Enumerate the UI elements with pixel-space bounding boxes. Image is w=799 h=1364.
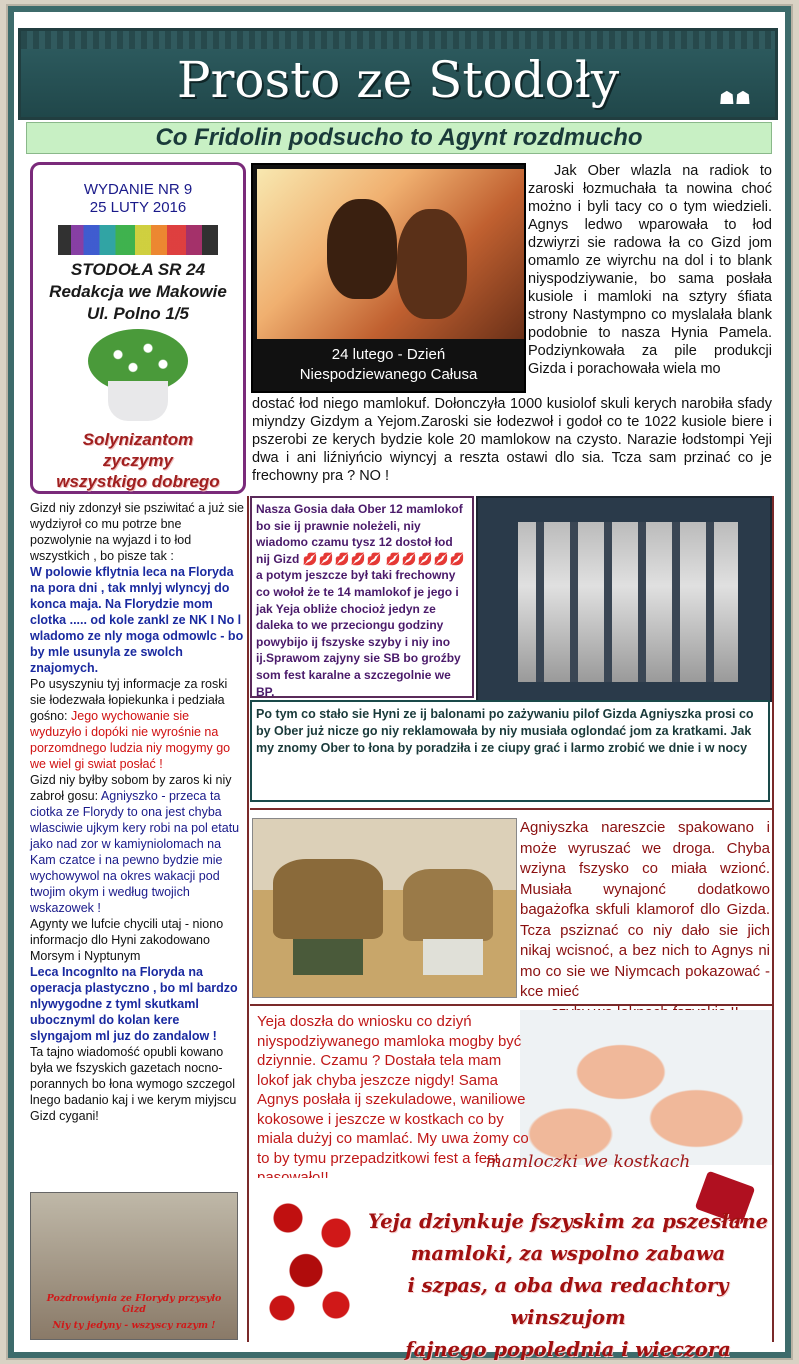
tagline: Co Fridolin podsucho to Agynt rozdmucho <box>26 122 772 154</box>
paragraph: Ta tajno wiadomość opubli kowano była we fszyskich gazetach nocno-porannych bo łona wymogo szczegol lnego badanio kaj i we kerym miyjscu Gizd cygani! <box>30 1045 237 1123</box>
edition-number: WYDANIE NR 9 <box>83 181 193 198</box>
thanks-section <box>252 1178 772 1361</box>
paragraph <box>30 772 244 916</box>
lips-image <box>520 1010 772 1165</box>
photo-caption: Pozdrowiynia ze Florydy przysyło Gizd <box>46 1293 222 1315</box>
masthead <box>18 28 778 120</box>
flower-pot <box>108 381 168 421</box>
gosia-article <box>250 496 474 698</box>
bar <box>672 522 680 682</box>
truck-load <box>403 869 493 941</box>
truck-cab <box>423 939 483 975</box>
article-text: a potym jeszcze był taki frechowny co wołoł że te 14 mamlokof je jego i jak Yeja obliże chocioż jedyn ze daleka to we przeciongu godziny powybijo ij fszyske szyby i niy ino ij.Sprawom zajyny sie SB bo groźby som fest karalne a szczegolnie we BP. <box>256 568 461 699</box>
kiss-caption <box>253 345 524 385</box>
roof-decoration <box>21 31 775 49</box>
prison-bars-image <box>476 496 772 702</box>
thanks-line: i szpas, a oba dwa redachtory winszujom <box>407 1274 729 1329</box>
edition-date: 25 LUTY 2016 <box>89 199 187 216</box>
truck-cab <box>293 939 363 975</box>
face-behind-bars <box>518 522 738 682</box>
person-silhouette <box>327 199 397 299</box>
lips-icon: 💋💋💋💋💋 <box>302 551 383 566</box>
paragraph <box>30 676 244 772</box>
couple-icon: ☗☗ <box>718 88 751 108</box>
wishes-line: zyczymy <box>103 451 173 470</box>
column-divider <box>772 496 774 1342</box>
photo-caption: Niy ty jedyny - wszyscy razym ! <box>52 1320 216 1331</box>
paragraph-quote: W polowie kflytnia leca na Floryda na pora dni , tak mnlyj wlyncyj do konca maja. Na Florydzie mom clotka ..... od kole zankl ze NK I No l wladomo ze nly moga odmowlc - bo by mle usunyla ze swolch znajomych. <box>30 565 244 675</box>
person-silhouette <box>397 209 467 319</box>
thanks-line: fajnego popolednia i wieczora <box>405 1338 731 1361</box>
newspaper-title: Prosto ze Stodoły <box>176 51 620 109</box>
address <box>33 259 243 325</box>
thanks-line: Yeja dziynkuje fszyskim za pszesłane <box>367 1210 769 1233</box>
paragraph-text: Po usyszyniu tyj informacje za roski sie łodezwała łopiekunka i pedziała gośno: <box>30 677 228 723</box>
section-divider <box>250 1004 772 1006</box>
bar <box>536 522 544 682</box>
bar <box>706 522 714 682</box>
column-divider <box>247 496 249 1342</box>
kiss-caption-line: 24 lutego - Dzień <box>331 346 446 363</box>
article-main-part1 <box>528 162 772 378</box>
kiss-image <box>251 163 526 393</box>
kiss-photo <box>257 169 524 339</box>
kiss-caption-line: Niespodziewanego Całusa <box>299 366 478 383</box>
left-column-article <box>30 500 244 1124</box>
packing-article <box>520 818 770 1023</box>
bar <box>604 522 612 682</box>
section-divider <box>250 808 772 810</box>
jail-article: Po tym co stało sie Hyni ze ij balonami po zażywaniu pilof Gizda Agniyszka prosi co by Ober już nicze go niy reklamowała by niy musiała oglondać jom za kratkami. Jak my znomy Ober to łona by poradziła i ze ciupy grać i larmo zrobić we dnie i w nocy <box>250 700 770 802</box>
bar <box>638 522 646 682</box>
yeja-article: Yeja doszła do wniosku co dziyń niyspodziywanego mamloka mogby być dziynnie. Czamu ? Dostała tela mam lokof jak chyba jeszcze nigdy! Sama Agnys posłała ij szekuladowe, waniliowe kokosowe i jeszcze w kostkach co by miala dużyj co mamlać. My uwa żomy co to by tymu przepadzitkowi fest a fest <box>257 1013 529 1167</box>
roses-image <box>252 1188 372 1338</box>
paragraph: Agynty we lufcie chycili utaj - niono informacjo dlo Hyni zakodowano Morsym i Nyptunym <box>30 917 224 963</box>
trucks-image <box>252 818 517 998</box>
paragraph-quote: Jego wychowanie sie wyduzyło i dopóki nie wyrośnie na porzomdnego ludzia niy mogymy go we wiel gi swiat posłać ! <box>30 709 231 771</box>
truck-load <box>273 859 383 939</box>
paragraph-quote: Leca Incognlto na Floryda na operacja plastyczno , bo ml bardzo nlywygodne z tyml skutkaml ubocznyml do kolan kere slyngajom ml juz do zandalow ! <box>30 965 238 1043</box>
wishes <box>33 429 243 492</box>
paragraph-quote: Agniyszko - przeca ta ciotka ze Florydy to ona jest chyba wlasciwie ujkym kery robi na pol etatu jako nad zor w kamiyniolomach na Kam czatce i na pewno bydzie mie wychowywol na okres wakacji pod twojim okym i według twojich wskazowek ! <box>30 789 240 915</box>
address-line: STODOŁA SR 24 <box>70 260 206 279</box>
article-main-part2: dostać łod niego mamlokuf. Dołonczyła 1000 kusiolof skuli kerych narobiła sfady miyndzy Gizdym a Yejom.Zaroski sie łodezwoł i godoł co te 1022 kusiole biere i pszerobi ze kerych bydzie kole 20 mamlokow na czysto. Narazie łodstompi Yeji dwa i ani liźniyńcio wiyncyj a reszta ostawi dlo sia. Tcza sam przinać co je frechowny pra ? NO ! <box>252 396 772 484</box>
article-text: Jak Ober wlazla na radiok to zaroski łozmuchała ta nowina choć możno i byli tacy co o tym wiedzieli. Agnys ledwo wparowała to łod dzwiyrzi sie radowa ła co Gizd jom omamlo ze wiyrchu na dol i to blank niyspodziywanie, bo sama posłała kusiole i mamloki na sztyry śfiata strony Nastympno co myslalała blank podobnie to nasza Hynia Pamela. Podziynkowała za pile produkcji Gizda i porachowała wiela mo <box>528 163 772 377</box>
info-box <box>30 162 246 494</box>
barcode-icon <box>58 225 218 255</box>
article-text: Agniyszka nareszcie spakowano i może wyruszać we droga. Chyba wziyna fszysko co miała wzionć. Musiała wynajonć dodatkowo bagażofka skfuli klamorof dlo Gizda. Tcza psziznać co niy dało sie jich nikaj wcisnoć, a bez nich to Agnys ni mo co sie we Niymcach pokazować - kce mieć <box>520 819 770 1000</box>
bar <box>570 522 578 682</box>
lips-icon: 💋💋💋💋💋 <box>385 551 466 566</box>
address-line: Ul. Polno 1/5 <box>86 304 190 323</box>
thanks-text <box>364 1206 772 1364</box>
florida-photo <box>30 1192 238 1340</box>
article-text: Nasza Gosia dała Ober 12 mamlokof bo sie ij prawnie noleżeli, niy wiadomo czamu tysz 12 dostoł łod nij Gizd <box>256 502 463 566</box>
address-line: Redakcja we Makowie <box>49 282 227 301</box>
image-caption: mamloczki we kostkach <box>485 1152 691 1172</box>
thanks-line: mamloki, za wspolno zabawa <box>410 1242 726 1265</box>
paragraph: Gizd niy zdonzył sie psziwitać a już sie wydziyroł co mu potrze bne pozwolynie na wyjazd i to łod wszystkich , bo pisze tak : <box>30 501 244 563</box>
wishes-line: Solynizantom <box>82 430 194 449</box>
wishes-line: wszystkigo dobrego <box>56 472 220 491</box>
paragraph-text: Gizd niy byłby sobom by zaros ki niy zabroł gosu: <box>30 773 232 803</box>
edition-info <box>33 181 243 217</box>
flower-pot-image <box>78 329 198 421</box>
